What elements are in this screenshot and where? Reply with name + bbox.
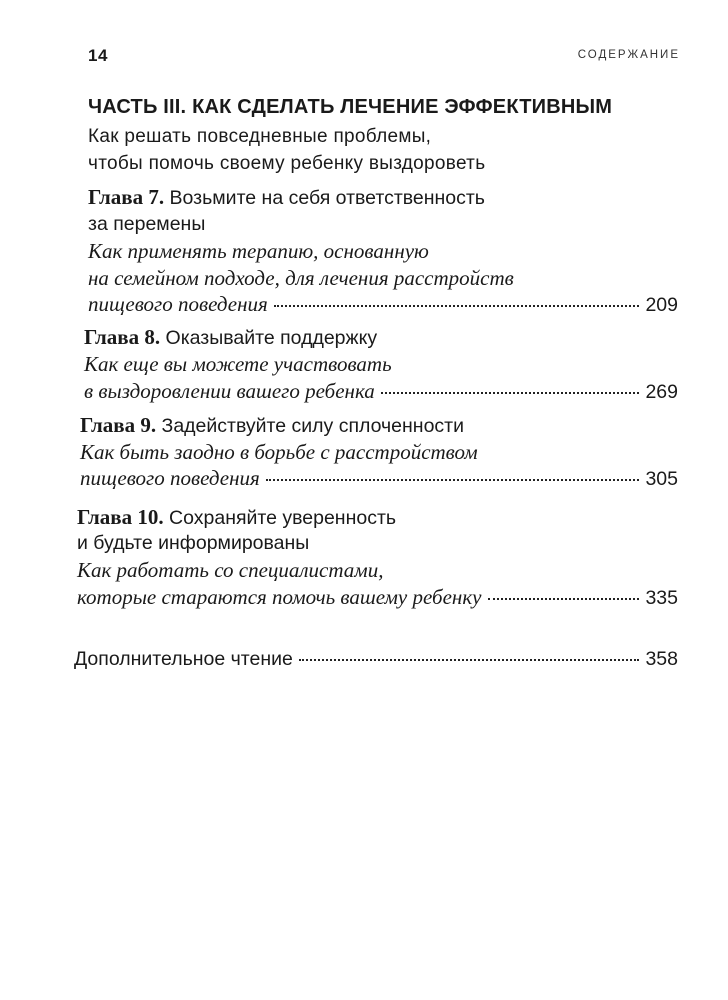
running-head: СОДЕРЖАНИЕ <box>577 49 680 61</box>
part-title: ЧАСТЬ III. КАК СДЕЛАТЬ ЛЕЧЕНИЕ ЭФФЕКТИВНЫМ <box>88 96 613 118</box>
page-ref: 209 <box>645 294 678 316</box>
chapter-label: Глава 10. <box>77 505 164 529</box>
page-ref: 305 <box>645 468 678 490</box>
chapter-subtitle-line: которые стараются помочь вашему ребенку <box>77 585 482 609</box>
chapter-title-line: за перемены <box>88 213 206 235</box>
chapter-subtitle-line: Как быть заодно в борьбе с расстройством <box>80 440 478 464</box>
page-header <box>0 46 728 70</box>
chapter-title: Задействуйте силу сплоченности <box>156 415 464 437</box>
part-subtitle-line: Как решать повседневные проблемы, <box>88 126 432 147</box>
part-subtitle-line: чтобы помочь своему ребенку выздороветь <box>88 153 486 174</box>
chapter-subtitle-line: в выздоровлении вашего ребенка <box>84 379 375 403</box>
page-ref: 335 <box>645 587 678 609</box>
chapter-subtitle-line: Как еще вы можете участвовать <box>84 352 392 376</box>
chapter-10-heading <box>77 505 396 530</box>
chapter-label: Глава 9. <box>80 413 157 437</box>
dot-leader <box>299 659 640 661</box>
chapter-subtitle-line: на семейном подходе, для лечения расстройств <box>88 266 514 290</box>
toc-entry-chapter-9[interactable] <box>80 466 678 491</box>
chapter-label: Глава 8. <box>84 325 161 349</box>
dot-leader <box>381 392 640 394</box>
page-ref: 358 <box>645 648 678 670</box>
dot-leader <box>488 598 640 600</box>
chapter-title: Возьмите на себя ответственность <box>164 187 485 209</box>
toc-entry-chapter-8[interactable] <box>84 379 678 404</box>
page-number: 14 <box>88 46 108 65</box>
chapter-subtitle-line: пищевого поведения <box>80 466 260 490</box>
chapter-subtitle-line: Как работать со специалистами, <box>77 558 384 582</box>
chapter-9-heading <box>80 413 464 438</box>
chapter-7-heading <box>88 185 485 210</box>
toc-entry-further-reading[interactable] <box>74 648 678 671</box>
page-ref: 269 <box>645 381 678 403</box>
chapter-subtitle-line: Как применять терапию, основанную <box>88 239 429 263</box>
chapter-title-line: и будьте информированы <box>77 532 310 554</box>
dot-leader <box>266 479 640 481</box>
toc-entry-chapter-7[interactable] <box>88 292 678 317</box>
chapter-title: Сохраняйте уверенность <box>163 507 397 529</box>
chapter-label: Глава 7. <box>88 185 165 209</box>
further-reading-label: Дополнительное чтение <box>74 648 293 670</box>
chapter-8-heading <box>84 325 377 350</box>
dot-leader <box>274 305 640 307</box>
chapter-subtitle-line: пищевого поведения <box>88 292 268 316</box>
chapter-title: Оказывайте поддержку <box>160 327 378 349</box>
toc-entry-chapter-10[interactable] <box>77 585 678 610</box>
